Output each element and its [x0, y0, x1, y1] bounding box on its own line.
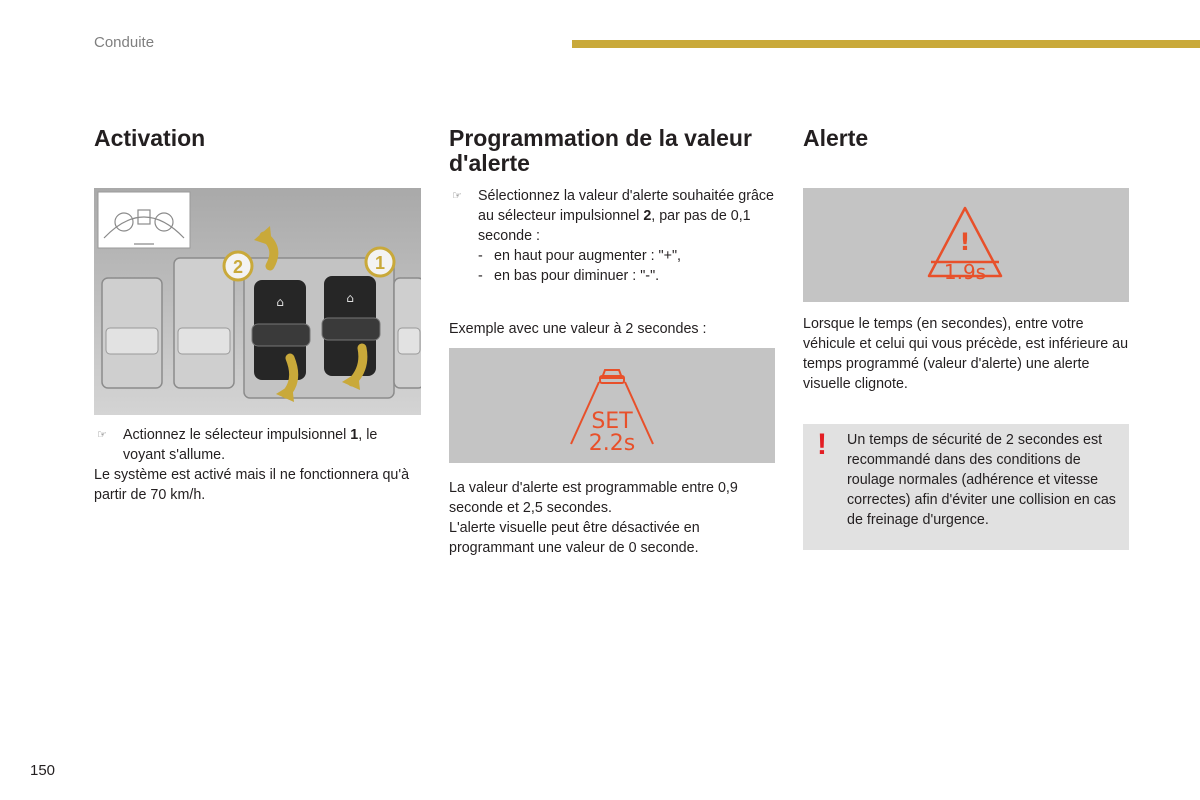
safety-warning-box — [803, 424, 1129, 550]
header-accent-bar — [572, 40, 1200, 48]
activation-note: Le système est activé mais il ne fonctionnera qu'à partir de 70 km/h. — [94, 467, 410, 503]
dash-item-decrease: - en bas pour diminuer : "-". — [478, 268, 660, 284]
pointer-icon: ☞ — [97, 429, 107, 441]
programmation-step: ☞ Sélectionnez la valeur d'alerte souhaitée grâce au sélecteur impulsionnel 2, par pas de 0,1 seconde : — [452, 188, 775, 244]
alert-display-figure — [803, 188, 1129, 302]
svg-text:⌂: ⌂ — [276, 295, 284, 309]
programmation-text — [449, 186, 775, 286]
switch-panel-figure — [94, 188, 421, 415]
set-display-figure — [449, 348, 775, 463]
section-label: Conduite — [94, 34, 155, 51]
pointer-icon: ☞ — [452, 190, 462, 202]
activation-column — [94, 126, 422, 151]
activation-title: Activation — [94, 125, 206, 151]
page-number: 150 — [30, 762, 56, 779]
activation-step: ☞ Actionnez le sélecteur impulsionnel 1, le voyant s'allume. — [97, 427, 378, 463]
badge-1: 1 — [374, 253, 386, 273]
alerte-title: Alerte — [803, 125, 869, 151]
dash-item-increase: - en haut pour augmenter : "+", — [478, 248, 681, 264]
svg-text:⌂: ⌂ — [346, 291, 354, 305]
set-value: 2.2s — [588, 431, 636, 456]
set-label: SET — [591, 409, 633, 434]
programmation-notes — [449, 478, 749, 558]
alert-value: 1.9s — [943, 260, 987, 284]
set-display-illustration — [449, 348, 775, 463]
badge-2: 2 — [232, 257, 244, 277]
alerte-column — [803, 126, 1131, 151]
programmation-title: Programmation de la valeur d'alerte — [449, 125, 752, 176]
safety-warning-text: Un temps de sécurité de 2 secondes est recommandé dans des conditions de roulage normales (adhérence et vitesse correctes) afin d'éviter une collision en cas de freinage d'urgence. — [847, 432, 1116, 528]
svg-text:!: ! — [959, 228, 971, 256]
programmation-range-note: La valeur d'alerte est programmable entre 0,9 seconde et 2,5 secondes. — [449, 480, 738, 516]
programmation-column — [449, 126, 777, 176]
exclamation-icon: ! — [817, 428, 827, 461]
alert-display-illustration — [803, 188, 1129, 302]
car-icon — [600, 370, 624, 383]
switch-panel-illustration — [94, 188, 421, 415]
example-label: Exemple avec une valeur à 2 secondes : — [449, 321, 707, 337]
activation-text — [94, 425, 414, 505]
alerte-description: Lorsque le temps (en secondes), entre votre véhicule et celui qui vous précède, est inférieure au temps programmé (valeur d'alerte) une alerte visuelle clignote. — [803, 316, 1129, 392]
programmation-disable-note: L'alerte visuelle peut être désactivée en programmant une valeur de 0 seconde. — [449, 520, 700, 556]
